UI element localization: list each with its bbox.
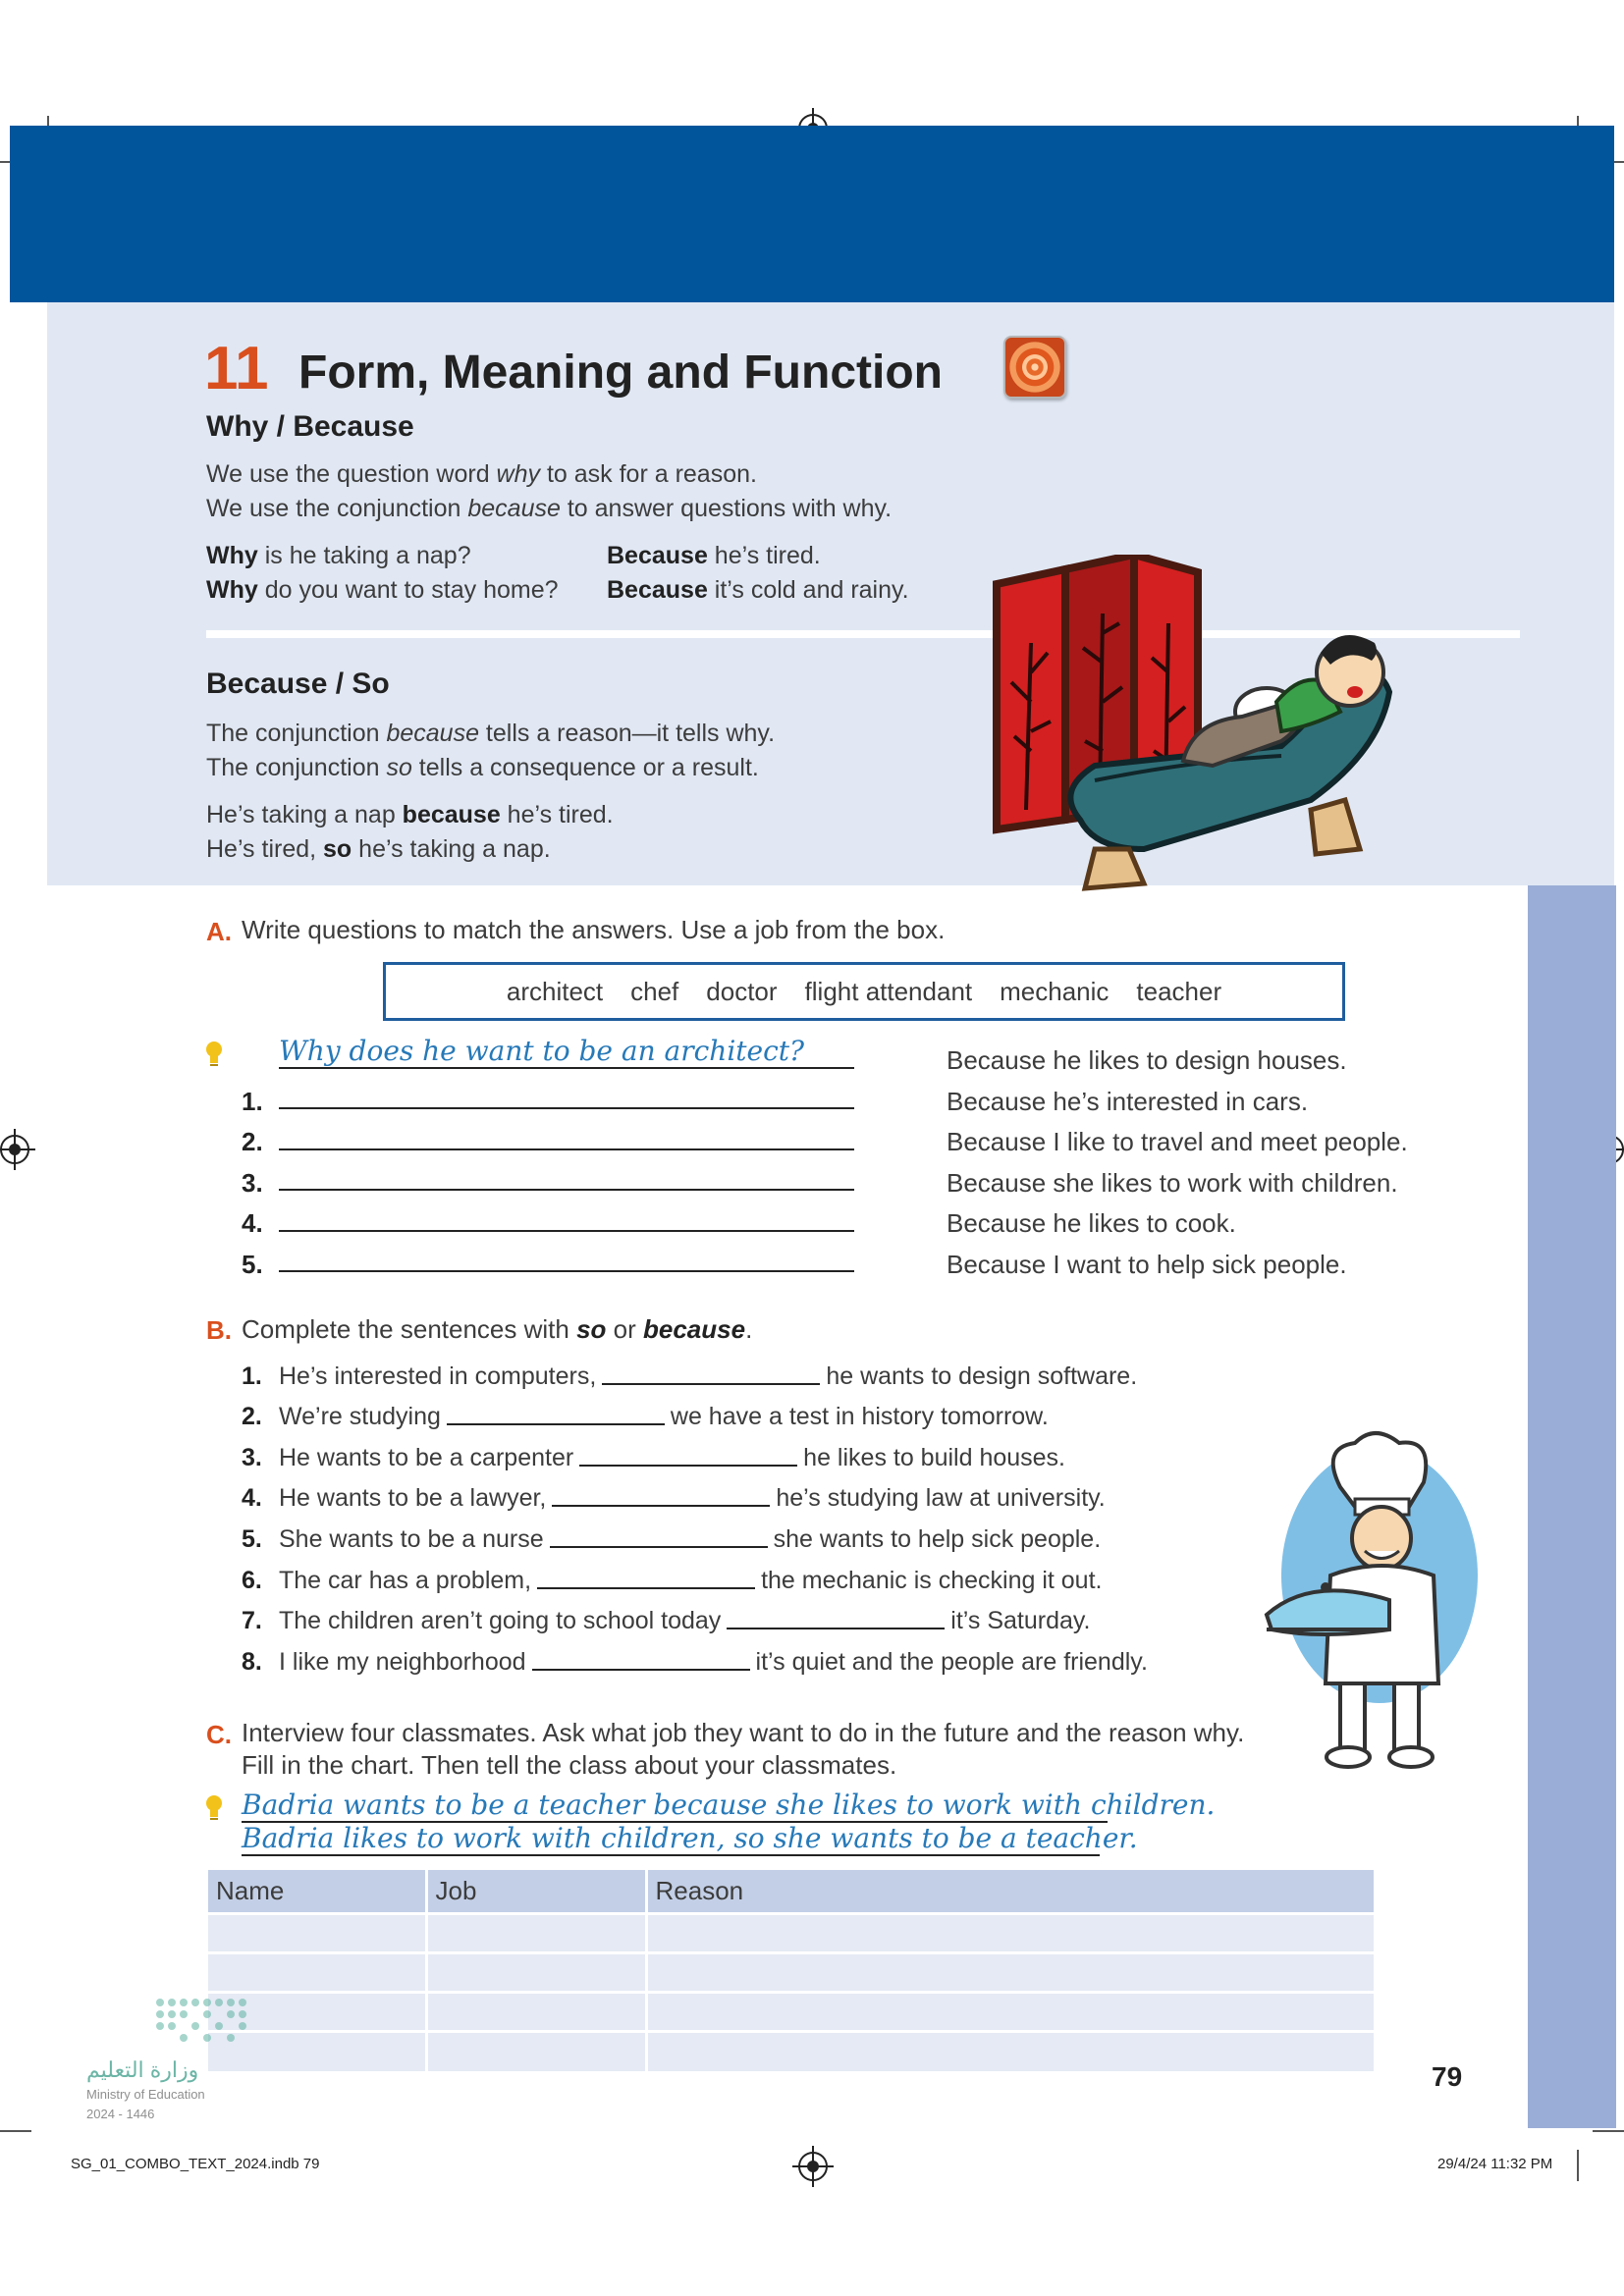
job-word: doctor <box>706 976 778 1006</box>
why-rule-1: We use the question word why to ask for a reason. <box>206 460 757 488</box>
header-band <box>10 126 1614 302</box>
ministry-year: 2024 - 1446 <box>86 2107 155 2121</box>
item-number: 5. <box>242 1250 263 1279</box>
blank-line[interactable] <box>602 1383 820 1385</box>
sentence-item: 8. I like my neighborhood it’s quiet and the people are friendly. <box>242 1648 1148 1676</box>
so-example: He’s tired, so he’s taking a nap. <box>206 835 551 863</box>
why-example-question-1: Why is he taking a nap? <box>206 542 471 569</box>
footer-file-name: SG_01_COMBO_TEXT_2024.indb 79 <box>71 2156 320 2172</box>
item-number: 2. <box>242 1127 263 1156</box>
answer-text: Because she likes to work with children. <box>947 1168 1398 1198</box>
crop-mark <box>0 2130 31 2132</box>
chart-cell[interactable] <box>426 1993 646 2032</box>
why-example-answer-2: Because it’s cold and rainy. <box>607 576 909 604</box>
chart-cell[interactable] <box>426 1914 646 1953</box>
chart-cell[interactable] <box>646 1993 1376 2032</box>
ministry-name-english: Ministry of Education <box>86 2087 205 2102</box>
example-sentence-because: Badria wants to be a teacher because she likes to work with children. <box>242 1789 1216 1821</box>
blank-line[interactable] <box>579 1465 797 1467</box>
answer-text: Because I want to help sick people. <box>947 1250 1347 1279</box>
because-example: He’s taking a nap because he’s tired. <box>206 801 614 828</box>
blank-line[interactable] <box>550 1546 768 1548</box>
chart-cell[interactable] <box>426 1953 646 1993</box>
example-answer: Because he likes to design houses. <box>947 1045 1347 1075</box>
lesson-title: Form, Meaning and Function <box>298 347 943 399</box>
chart-cell[interactable] <box>646 1953 1376 1993</box>
lightbulb-icon <box>205 1794 223 1820</box>
sentence-item: 1. He’s interested in computers, he wants to design software. <box>242 1362 1138 1390</box>
footer-date: 29/4/24 11:32 PM <box>1437 2156 1553 2172</box>
chart-row <box>208 1953 1376 1993</box>
why-because-heading: Why / Because <box>206 410 414 443</box>
blank-line[interactable] <box>532 1669 750 1671</box>
answer-line[interactable] <box>279 1107 854 1109</box>
chart-row <box>208 2032 1376 2071</box>
because-rule: The conjunction because tells a reason—it tells why. <box>206 720 776 747</box>
chart-row <box>208 1993 1376 2032</box>
exercise-c-letter: C. <box>206 1720 232 1749</box>
chart-cell[interactable] <box>208 1953 426 1993</box>
chart-cell[interactable] <box>208 1914 426 1953</box>
chart-cell[interactable] <box>646 1914 1376 1953</box>
chart-header-row <box>208 1870 1376 1914</box>
blank-line[interactable] <box>727 1628 945 1629</box>
answer-line[interactable] <box>279 1148 854 1150</box>
exercise-a-instruction: Write questions to match the answers. Use a job from the box. <box>242 915 946 944</box>
side-tab-bar <box>1528 885 1616 2128</box>
job-word: mechanic <box>1000 976 1110 1006</box>
blank-line[interactable] <box>552 1505 770 1507</box>
ministry-name-arabic: وزارة التعليم <box>86 2057 199 2082</box>
column-header-job: Job <box>426 1870 646 1914</box>
job-word: flight attendant <box>804 976 973 1006</box>
audio-icon[interactable] <box>1003 336 1066 399</box>
registration-mark-icon <box>0 1135 29 1164</box>
sentence-item: 4. He wants to be a lawyer, he’s studying law at university. <box>242 1484 1106 1512</box>
registration-mark-icon <box>798 2152 828 2181</box>
exercise-c-instruction-2: Fill in the chart. Then tell the class about your classmates. <box>242 1750 897 1780</box>
blank-line[interactable] <box>447 1423 665 1425</box>
chef-icon <box>1267 1433 1438 1767</box>
answer-line[interactable] <box>279 1189 854 1191</box>
answer-line[interactable] <box>279 1270 854 1272</box>
job-word: architect <box>506 976 604 1006</box>
so-rule: The conjunction so tells a consequence or a result. <box>206 754 759 781</box>
answer-text: Because he’s interested in cars. <box>947 1087 1309 1116</box>
exercise-b-letter: B. <box>206 1315 232 1345</box>
interview-chart <box>208 1870 1377 2071</box>
item-number: 3. <box>242 1168 263 1198</box>
answer-text: Because he likes to cook. <box>947 1208 1236 1238</box>
exercise-c-instruction-1: Interview four classmates. Ask what job they want to do in the future and the reason why. <box>242 1718 1245 1747</box>
column-header-name: Name <box>208 1870 426 1914</box>
because-so-heading: Because / So <box>206 667 390 700</box>
crop-mark <box>1577 2150 1579 2181</box>
chart-row <box>208 1914 1376 1953</box>
exercise-b-instruction: Complete the sentences with so or because. <box>242 1314 753 1344</box>
example-question: Why does he want to be an architect? <box>279 1035 854 1069</box>
answer-text: Because I like to travel and meet people. <box>947 1127 1408 1156</box>
sentence-item: 2. We’re studying we have a test in history tomorrow. <box>242 1403 1049 1430</box>
crop-mark <box>1593 2130 1624 2132</box>
sentence-item: 5. She wants to be a nurse she wants to help sick people. <box>242 1525 1102 1553</box>
napping-man-illustration <box>987 555 1448 928</box>
page-number: 79 <box>1432 2061 1463 2092</box>
exercise-a-letter: A. <box>206 917 232 946</box>
job-word-box <box>383 962 1345 1021</box>
chart-cell[interactable] <box>646 2032 1376 2071</box>
why-example-answer-1: Because he’s tired. <box>607 542 821 569</box>
answer-line[interactable] <box>279 1230 854 1232</box>
why-rule-2: We use the conjunction because to answer questions with why. <box>206 495 893 522</box>
lesson-number: 11 <box>204 335 269 402</box>
job-word: teacher <box>1136 976 1222 1006</box>
chart-cell[interactable] <box>426 2032 646 2071</box>
why-example-question-2: Why do you want to stay home? <box>206 576 559 604</box>
chef-illustration <box>1242 1428 1478 1777</box>
sentence-item: 7. The children aren’t going to school today it’s Saturday. <box>242 1607 1091 1634</box>
blank-line[interactable] <box>537 1587 755 1589</box>
job-word: chef <box>630 976 679 1006</box>
lightbulb-icon <box>205 1041 223 1066</box>
item-number: 1. <box>242 1087 263 1116</box>
sentence-item: 6. The car has a problem, the mechanic is checking it out. <box>242 1567 1103 1594</box>
example-sentence-so: Badria likes to work with children, so she wants to be a teacher. <box>242 1822 1138 1854</box>
column-header-reason: Reason <box>646 1870 1376 1914</box>
sentence-item: 3. He wants to be a carpenter he likes to build houses. <box>242 1444 1066 1471</box>
item-number: 4. <box>242 1208 263 1238</box>
